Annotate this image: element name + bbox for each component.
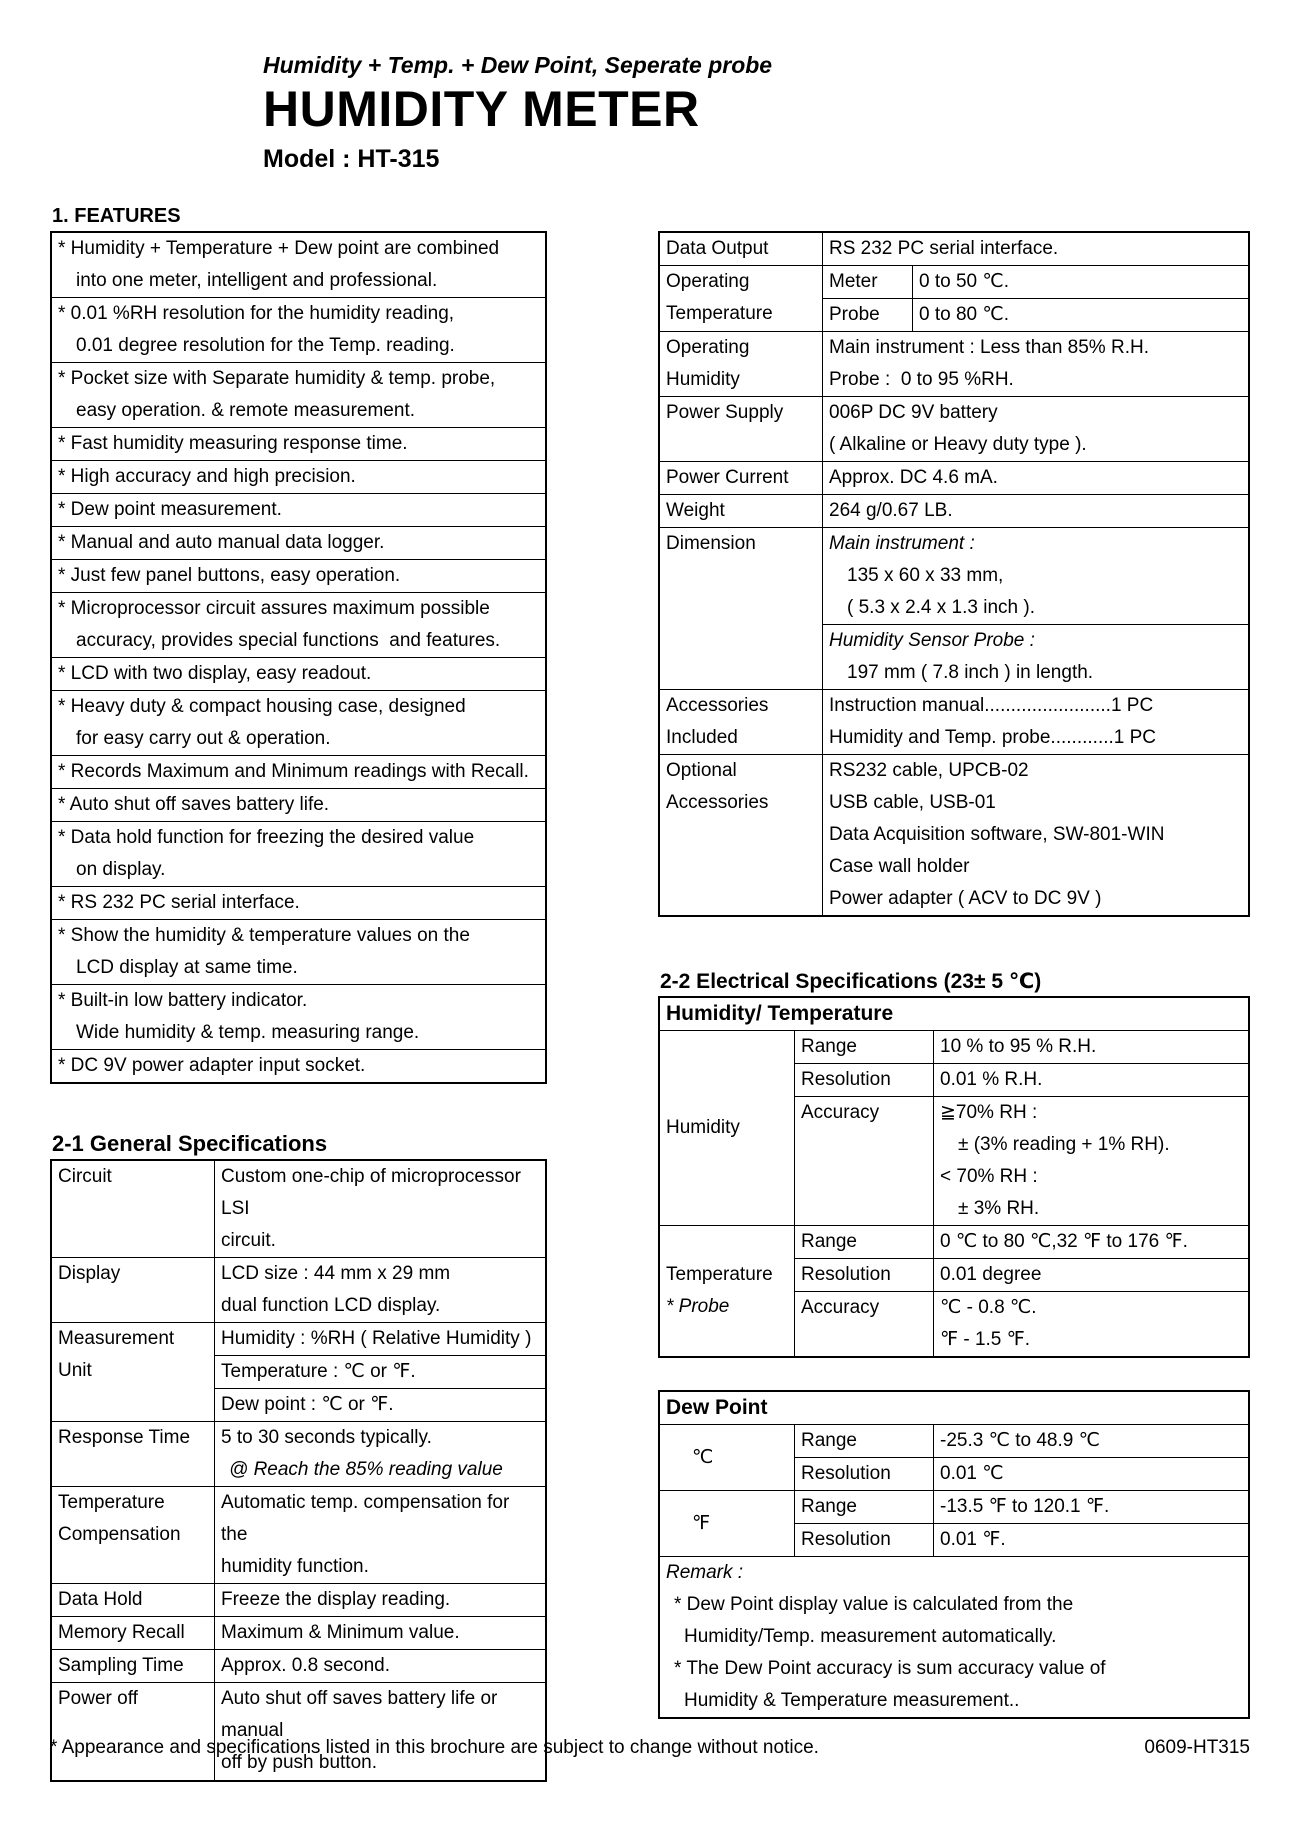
feature-text: * High accuracy and high precision. — [58, 466, 356, 487]
spec-value: LCD size : 44 mm x 29 mm — [221, 1263, 451, 1284]
spec-value: Temperature : ℃ or ℉. — [221, 1361, 416, 1382]
table-title-row — [660, 1392, 1248, 1424]
feature-text: accuracy, provides special functions and features. — [76, 630, 501, 651]
spec-value: circuit. — [221, 1230, 276, 1251]
attr-value: ± 3% RH. — [958, 1198, 1040, 1219]
spec-value: Probe : 0 to 95 %RH. — [829, 369, 1014, 390]
spec-label: Optional — [666, 760, 737, 781]
group-label: ℃ — [692, 1446, 714, 1468]
spec-label: Power Supply — [666, 402, 784, 423]
spec-value: RS 232 PC serial interface. — [829, 238, 1059, 259]
attr-label: Resolution — [801, 1264, 891, 1285]
feature-text: * LCD with two display, easy readout. — [58, 663, 372, 684]
attr-value: ≧70% RH : — [940, 1102, 1038, 1123]
attr-value: < 70% RH : — [940, 1166, 1038, 1187]
feature-text: * Heavy duty & compact housing case, designed — [58, 696, 466, 717]
spec-value: 0 to 80 ℃. — [919, 304, 1009, 325]
spec-label: Dimension — [666, 533, 756, 554]
spec-label: Humidity — [666, 369, 740, 390]
spec-value: off by push button. — [221, 1752, 377, 1773]
feature-row — [52, 755, 545, 788]
features-heading: 1. FEATURES — [52, 205, 181, 227]
document-code: 0609-HT315 — [1144, 1737, 1250, 1758]
feature-text: on display. — [76, 859, 166, 880]
table-row — [52, 1322, 545, 1421]
footer-note: * Appearance and specifications listed in this brochure are subject to change without notice. — [50, 1737, 819, 1758]
feature-row — [52, 657, 545, 690]
spec-label: Operating — [666, 271, 750, 292]
table-row — [660, 461, 1248, 494]
spec-label: Power Current — [666, 467, 789, 488]
feature-text: * Pocket size with Separate humidity & temp. probe, — [58, 368, 496, 389]
attr-value: 0.01 ℃ — [940, 1463, 1004, 1484]
spec-value: Main instrument : Less than 85% R.H. — [829, 337, 1149, 358]
table-row — [52, 1682, 545, 1780]
spec-value: Auto shut off saves battery life or manual — [221, 1688, 503, 1741]
feature-row — [52, 919, 545, 984]
feature-row — [52, 690, 545, 755]
attr-value: 0 ℃ to 80 ℃,32 ℉ to 176 ℉. — [940, 1231, 1188, 1252]
feature-row — [52, 788, 545, 821]
spec-value: Custom one-chip of microprocessor LSI — [221, 1166, 527, 1219]
feature-text: * Show the humidity & temperature values on the — [58, 925, 470, 946]
spec-value: RS232 cable, UPCB-02 — [829, 760, 1029, 781]
feature-text: * Manual and auto manual data logger. — [58, 532, 385, 553]
remark-text: * Dew Point display value is calculated from the — [674, 1594, 1074, 1615]
remark-title: Remark : — [666, 1562, 744, 1583]
spec-value: 0 to 50 ℃. — [919, 271, 1009, 292]
attr-value: ± (3% reading + 1% RH). — [958, 1134, 1170, 1155]
remark-text: Humidity & Temperature measurement.. — [684, 1690, 1020, 1711]
feature-text: * Auto shut off saves battery life. — [58, 794, 330, 815]
spec-value: Instruction manual........................1 PC — [829, 695, 1154, 716]
table-row — [52, 1649, 545, 1682]
table-row — [660, 265, 1248, 331]
spec-label: Circuit — [58, 1166, 112, 1187]
feature-row — [52, 493, 545, 526]
feature-text: * Data hold function for freezing the desired value — [58, 827, 475, 848]
spec-sublabel: Probe — [829, 304, 880, 325]
spec-value: Automatic temp. compensation for the — [221, 1492, 515, 1545]
spec-label: Memory Recall — [58, 1622, 185, 1643]
table-title: Humidity/ Temperature — [666, 1002, 894, 1025]
spec-label: Included — [666, 727, 738, 748]
spec-value: Humidity Sensor Probe : — [829, 630, 1035, 651]
spec-value: Dew point : ℃ or ℉. — [221, 1394, 394, 1415]
attr-label: Range — [801, 1430, 857, 1451]
product-title: HUMIDITY METER — [263, 81, 700, 137]
document-header — [263, 50, 772, 174]
spec-value: ( 5.3 x 2.4 x 1.3 inch ). — [847, 597, 1035, 618]
spec-value: Humidity and Temp. probe............1 PC — [829, 727, 1157, 748]
spec-value: Case wall holder — [829, 856, 970, 877]
spec-value: Main instrument : — [829, 533, 975, 554]
spec-value: Freeze the display reading. — [221, 1589, 451, 1610]
feature-text: * Fast humidity measuring response time. — [58, 433, 408, 454]
table-row — [660, 494, 1248, 527]
feature-row — [52, 592, 545, 657]
attr-value: -13.5 ℉ to 120.1 ℉. — [940, 1496, 1110, 1517]
group-label: Temperature — [666, 1264, 773, 1285]
spec-value: 264 g/0.67 LB. — [829, 500, 953, 521]
product-tagline: Humidity + Temp. + Dew Point, Seperate probe — [263, 52, 773, 78]
attr-label: Resolution — [801, 1463, 891, 1484]
table-row — [660, 396, 1248, 461]
attr-value: 10 % to 95 % R.H. — [940, 1036, 1097, 1057]
feature-row — [52, 984, 545, 1049]
group-label: Humidity — [666, 1117, 740, 1138]
group-label: ℉ — [692, 1512, 711, 1534]
feature-text: * Humidity + Temperature + Dew point are combined — [58, 238, 500, 259]
spec-value: Data Acquisition software, SW-801-WIN — [829, 824, 1165, 845]
spec-label: Data Output — [666, 238, 769, 259]
table-row — [660, 233, 1248, 265]
feature-text: * 0.01 %RH resolution for the humidity reading, — [58, 303, 455, 324]
table-row — [660, 331, 1248, 396]
electrical-specs-heading: 2-2 Electrical Specifications (23± 5 ℃) — [660, 970, 1042, 993]
spec-value: ( Alkaline or Heavy duty type ). — [829, 434, 1087, 455]
spec-label: Accessories — [666, 792, 769, 813]
features-table — [50, 231, 547, 1084]
spec-value: Approx. DC 4.6 mA. — [829, 467, 998, 488]
spec-label: Compensation — [58, 1524, 181, 1545]
feature-row — [52, 821, 545, 886]
group-label: * Probe — [666, 1296, 730, 1317]
feature-row — [52, 526, 545, 559]
attr-value: 0.01 ℉. — [940, 1529, 1006, 1550]
spec-value: 197 mm ( 7.8 inch ) in length. — [847, 662, 1094, 683]
table-row — [660, 754, 1248, 915]
feature-text: * Just few panel buttons, easy operation. — [58, 565, 401, 586]
spec-value: Approx. 0.8 second. — [221, 1655, 390, 1676]
attr-label: Accuracy — [801, 1297, 880, 1318]
attr-label: Range — [801, 1496, 857, 1517]
feature-row — [52, 362, 545, 427]
attr-value: -25.3 ℃ to 48.9 ℃ — [940, 1430, 1100, 1451]
general-specs-heading: 2-1 General Specifications — [52, 1131, 328, 1156]
table-title: Dew Point — [666, 1396, 768, 1419]
spec-label: Data Hold — [58, 1589, 143, 1610]
feature-text: * Dew point measurement. — [58, 499, 282, 520]
feature-text: * Microprocessor circuit assures maximum possible — [58, 598, 490, 619]
feature-text: * Built-in low battery indicator. — [58, 990, 308, 1011]
remark-row — [660, 1556, 1248, 1717]
model-number: Model : HT-315 — [263, 145, 440, 173]
feature-text: for easy carry out & operation. — [76, 728, 331, 749]
page-footer — [50, 1735, 1250, 1761]
feature-row — [52, 233, 545, 297]
spec-label: Temperature — [58, 1492, 165, 1513]
table-row — [660, 1225, 1248, 1356]
spec-value: 5 to 30 seconds typically. — [221, 1427, 432, 1448]
feature-text: into one meter, intelligent and professional. — [76, 270, 438, 291]
attr-value: ℃ - 0.8 ℃. — [940, 1297, 1037, 1318]
spec-value: humidity function. — [221, 1556, 369, 1577]
table-row — [660, 1490, 1248, 1556]
attr-label: Range — [801, 1036, 857, 1057]
table-row — [52, 1616, 545, 1649]
remark-text: Humidity/Temp. measurement automatically. — [684, 1626, 1057, 1647]
attr-value: ℉ - 1.5 ℉. — [940, 1329, 1031, 1350]
table-row — [660, 527, 1248, 689]
table-row — [660, 689, 1248, 754]
general-specifications-table — [50, 1159, 547, 1782]
spec-value: USB cable, USB-01 — [829, 792, 996, 813]
dew-point-table — [658, 1390, 1250, 1719]
spec-value: Power adapter ( ACV to DC 9V ) — [829, 888, 1102, 909]
feature-text: Wide humidity & temp. measuring range. — [76, 1022, 420, 1043]
feature-row — [52, 460, 545, 493]
spec-label: Sampling Time — [58, 1655, 184, 1676]
feature-text: * RS 232 PC serial interface. — [58, 892, 300, 913]
spec-sublabel: Meter — [829, 271, 878, 292]
spec-label: Operating — [666, 337, 750, 358]
table-title-row — [660, 998, 1248, 1030]
humidity-temperature-table — [658, 996, 1250, 1358]
spec-value: Maximum & Minimum value. — [221, 1622, 460, 1643]
feature-text: LCD display at same time. — [76, 957, 298, 978]
feature-text: * DC 9V power adapter input socket. — [58, 1055, 366, 1076]
remark-text: * The Dew Point accuracy is sum accuracy value of — [674, 1658, 1106, 1679]
attr-label: Resolution — [801, 1529, 891, 1550]
spec-value: 135 x 60 x 33 mm, — [847, 565, 1004, 586]
table-row — [660, 1424, 1248, 1490]
spec-label: Power off — [58, 1688, 138, 1709]
spec-label: Weight — [666, 500, 725, 521]
feature-text: 0.01 degree resolution for the Temp. reading. — [76, 335, 455, 356]
feature-row — [52, 559, 545, 592]
feature-row — [52, 427, 545, 460]
spec-label: Accessories — [666, 695, 769, 716]
spec-value: Humidity : %RH ( Relative Humidity ) — [221, 1328, 532, 1349]
table-row — [52, 1161, 545, 1257]
technical-specifications-table — [658, 231, 1250, 917]
attr-label: Accuracy — [801, 1102, 880, 1123]
spec-value: @ Reach the 85% reading value — [229, 1459, 503, 1480]
feature-row — [52, 297, 545, 362]
attr-label: Range — [801, 1231, 857, 1252]
attr-value: 0.01 % R.H. — [940, 1069, 1043, 1090]
table-row — [660, 1030, 1248, 1225]
spec-label: Display — [58, 1263, 121, 1284]
table-row — [52, 1421, 545, 1486]
feature-row — [52, 1049, 545, 1082]
feature-text: easy operation. & remote measurement. — [76, 400, 416, 421]
attr-label: Resolution — [801, 1069, 891, 1090]
attr-value: 0.01 degree — [940, 1264, 1042, 1285]
spec-label: Response Time — [58, 1427, 191, 1448]
table-row — [52, 1583, 545, 1616]
spec-value: 006P DC 9V battery — [829, 402, 998, 423]
spec-value: dual function LCD display. — [221, 1295, 441, 1316]
spec-label: Unit — [58, 1360, 92, 1381]
feature-row — [52, 886, 545, 919]
feature-text: * Records Maximum and Minimum readings with Recall. — [58, 761, 529, 782]
table-row — [52, 1486, 545, 1583]
spec-label: Measurement — [58, 1328, 175, 1349]
spec-label: Temperature — [666, 303, 773, 324]
table-row — [52, 1257, 545, 1322]
